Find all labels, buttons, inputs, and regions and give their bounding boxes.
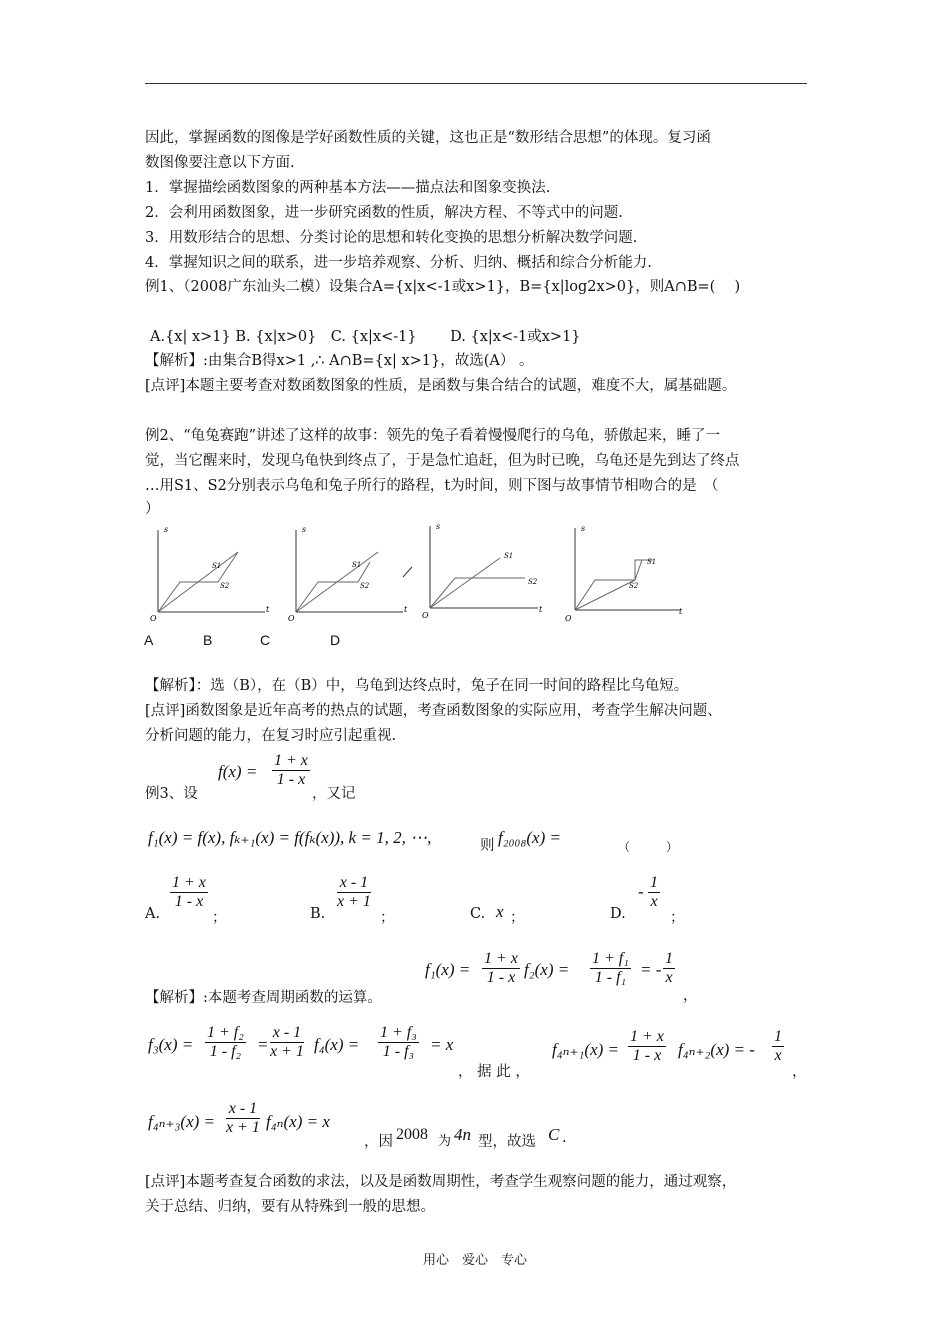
f4n2-comma: ，: [792, 1064, 807, 1080]
fraction-denominator: 1 - x: [486, 969, 516, 986]
graph-label-b: B: [203, 632, 213, 648]
fraction-numerator: 1: [774, 1028, 782, 1045]
fraction-numerator: 1 + x: [630, 1028, 664, 1045]
option-d-minus: -: [638, 882, 644, 901]
fraction-denominator: x: [665, 969, 673, 986]
axis-label-t: t: [539, 605, 543, 614]
fraction-denominator: x + 1: [226, 1119, 260, 1136]
label-s2: S2: [220, 582, 230, 590]
example-1-comment: [点评]本题主要考查对数函数图象的性质，是函数与集合结合的试题，难度不大，属基础题。: [145, 378, 737, 394]
intro-item-4: 4．掌握知识之间的联系，进一步培养观察、分析、归纳、概括和综合分析能力.: [145, 255, 652, 271]
fraction-numerator: 1: [650, 874, 658, 891]
example-2-line-2: 觉，当它醒来时，发现乌龟快到终点了，于是急忙追赶，但为时已晚，乌龟还是先到达了终点: [145, 453, 740, 469]
origin-label: O: [288, 614, 295, 623]
axis-label-s: s: [164, 525, 169, 534]
fraction-numerator: 1 + f₃: [380, 1024, 417, 1041]
fraction-denominator: x: [650, 893, 658, 910]
f4n1-expr: f₄ₙ₊₁(x) =: [552, 1040, 619, 1059]
example-2-comment-2: 分析问题的能力，在复习时应引起重视.: [145, 728, 397, 744]
option-a-fraction: [170, 874, 208, 911]
f2-comma: ，: [683, 988, 698, 1004]
example-1-question: 例1、（2008广东汕头二模）设集合A={x|x<-1或x>1}，B={x|log2x>0}，则A∩B=( ): [145, 279, 741, 295]
example-1-analysis: 【解析】:由集合B得x>1 ,∴ A∩B={x| x>1}，故选(A） 。: [145, 353, 534, 369]
axis-label-t: t: [266, 605, 270, 614]
target-f2008: f₂₀₀₈(x) =: [498, 828, 561, 847]
graph-label-c: C: [260, 632, 271, 648]
option-d-fraction: [648, 874, 660, 911]
answer-c: C: [548, 1125, 560, 1144]
year-value: 2008: [396, 1126, 428, 1143]
curve-s1: [430, 558, 500, 608]
axis-label-t: t: [679, 607, 683, 616]
recurrence-definition: f₁(x) = f(x), fₖ₊₁(x) = f(fₖ(x)), k = 1, 2, ⋯,: [148, 828, 432, 847]
f1-fraction: [482, 950, 520, 987]
option-c-value: x: [496, 902, 504, 921]
form-4n: 4n: [454, 1125, 471, 1144]
label-s1: S1: [647, 558, 657, 566]
graph-c: [400, 522, 545, 632]
fraction-numerator: x - 1: [226, 1100, 260, 1119]
f4-expr: f₄(x) =: [314, 1035, 360, 1054]
label-s2: S2: [528, 578, 538, 586]
accordingly-label: ， 据 此 ，: [458, 1064, 530, 1080]
fraction-denominator: x + 1: [270, 1043, 304, 1060]
fraction-numerator: 1 + f₁: [592, 950, 629, 967]
intro-item-3: 3．用数形结合的思想、分类讨论的思想和转化变换的思想分析解决数学问题.: [145, 230, 638, 246]
origin-label: O: [565, 614, 572, 623]
example-2-line-4: ）: [145, 501, 160, 517]
answer-paren: （ ）: [618, 840, 679, 854]
f3-fraction: [205, 1024, 246, 1061]
because-label: ，因: [364, 1134, 393, 1150]
fraction-denominator: x: [774, 1047, 782, 1064]
example-3-prefix: 例3、设: [145, 786, 198, 802]
f4n2-expr: f₄ₙ₊₂(x) = -: [678, 1040, 755, 1059]
fraction-denominator: x + 1: [337, 893, 371, 910]
f4n-expr: f₄ₙ(x) = x: [266, 1112, 330, 1131]
graph-d: [555, 522, 690, 632]
axis-label-s: s: [302, 525, 307, 534]
curve-s2: [430, 578, 525, 608]
f4n3-fraction: [226, 1100, 260, 1137]
graph-label-a: A: [144, 632, 154, 648]
fraction-numerator: 1: [665, 950, 673, 967]
fx-definition: f(x) =: [218, 762, 258, 781]
axis-label-s: s: [581, 524, 586, 533]
example-3-comment-2: 关于总结、归纳，要有从特殊到一般的思想。: [145, 1199, 435, 1215]
f4-eq-x: = x: [430, 1035, 454, 1054]
fraction-denominator: 1 - x: [632, 1047, 662, 1064]
f2-expr: f₂(x) =: [524, 960, 570, 979]
fx-fraction: [272, 752, 310, 789]
intro-item-1: 1．掌握描绘函数图象的两种基本方法——描点法和图象变换法.: [145, 180, 551, 196]
fraction-denominator: 1 - f₃: [382, 1043, 415, 1060]
intro-item-2: 2．会利用函数图象，进一步研究函数的性质，解决方程、不等式中的问题.: [145, 205, 623, 221]
f4n2-fraction: [772, 1028, 784, 1065]
page-footer: 用心 爱心 专心: [422, 1253, 527, 1268]
option-b-semi: ；: [380, 910, 395, 926]
type-choose-label: 型，故选: [478, 1134, 536, 1150]
option-b-fraction: [337, 874, 371, 911]
option-a-label: A.: [145, 906, 161, 922]
curve-s2: [575, 560, 653, 610]
f2-result-fraction: [663, 950, 675, 987]
f4n3-expr: f₄ₙ₊₃(x) =: [148, 1112, 215, 1131]
option-c-semi: ；: [510, 910, 525, 926]
label-s1: S1: [352, 561, 362, 569]
answer-period: .: [562, 1130, 567, 1146]
fraction-denominator: 1 - x: [276, 771, 306, 788]
graph-a: [140, 522, 275, 632]
fraction-denominator: 1 - f₁: [594, 969, 627, 986]
fraction-numerator: 1 + x: [172, 874, 206, 891]
axis-label-t: t: [404, 605, 408, 614]
then-label: 则: [480, 838, 495, 854]
label-s2: S2: [629, 582, 639, 590]
origin-label: O: [150, 614, 157, 623]
example-3-suffix: ，又记: [312, 786, 356, 802]
option-c-label: C.: [470, 906, 486, 922]
f1-expr: f₁(x) =: [425, 960, 471, 979]
graph-b: [278, 522, 413, 632]
f3-expr: f₃(x) =: [148, 1035, 194, 1054]
fraction-numerator: x - 1: [270, 1024, 304, 1043]
option-d-semi: ；: [670, 910, 685, 926]
f4-fraction: [378, 1024, 419, 1061]
f3-eq: =: [257, 1035, 269, 1054]
fraction-numerator: 1 + f₂: [207, 1024, 244, 1041]
fraction-numerator: 1 + x: [484, 950, 518, 967]
fraction-denominator: 1 - x: [174, 893, 204, 910]
fraction-denominator: 1 - f₂: [209, 1043, 242, 1060]
f2-eq-neg: = -: [640, 960, 662, 979]
label-s1: S1: [504, 552, 514, 560]
graph-label-d: D: [330, 632, 341, 648]
fraction-numerator: x - 1: [337, 874, 371, 893]
fraction-numerator: 1 + x: [274, 752, 308, 769]
option-a-semi: ；: [212, 910, 227, 926]
example-3-comment-1: [点评]本题考查复合函数的求法，以及是函数周期性，考查学生观察问题的能力，通过观察，: [145, 1174, 737, 1190]
example-2-line-1: 例2、“龟兔赛跑”讲述了这样的故事：领先的兔子看着慢慢爬行的乌龟，骄傲起来，睡了一: [145, 428, 721, 444]
is-label: 为: [438, 1134, 452, 1149]
curve-s2: [296, 562, 370, 612]
axis-label-s: s: [436, 522, 441, 531]
option-b-label: B.: [310, 906, 326, 922]
origin-label: O: [422, 611, 429, 620]
f3-result-fraction: [270, 1024, 304, 1061]
example-2-analysis: 【解析】：选（B），在（B）中，乌龟到达终点时，兔子在同一时间的路程比乌龟短。: [145, 678, 689, 694]
option-d-label: D.: [610, 906, 626, 922]
intro-line-1: 因此，掌握函数的图像是学好函数性质的关键，这也正是“数形结合思想”的体现。复习函: [145, 130, 711, 146]
example-2-comment-1: [点评]函数图象是近年高考的热点的试题，考查函数图象的实际应用，考查学生解决问题、: [145, 703, 722, 719]
intro-line-2: 数图像要注意以下方面.: [145, 155, 295, 171]
label-s1: S1: [212, 562, 222, 570]
example-1-options: A.{x| x>1} B. {x|x>0} C. {x|x<-1} D. {x|x<-1或x>1}: [150, 329, 581, 345]
f4n1-fraction: [628, 1028, 666, 1065]
label-s2: S2: [360, 582, 370, 590]
header-rule: [145, 83, 807, 84]
f2-fraction: [590, 950, 631, 987]
example-3-analysis-label: 【解析】:本题考查周期函数的运算。: [145, 990, 382, 1006]
example-2-line-3: …用S1、S2分别表示乌龟和兔子所行的路程，t为时间，则下图与故事情节相吻合的是 （: [145, 478, 719, 494]
